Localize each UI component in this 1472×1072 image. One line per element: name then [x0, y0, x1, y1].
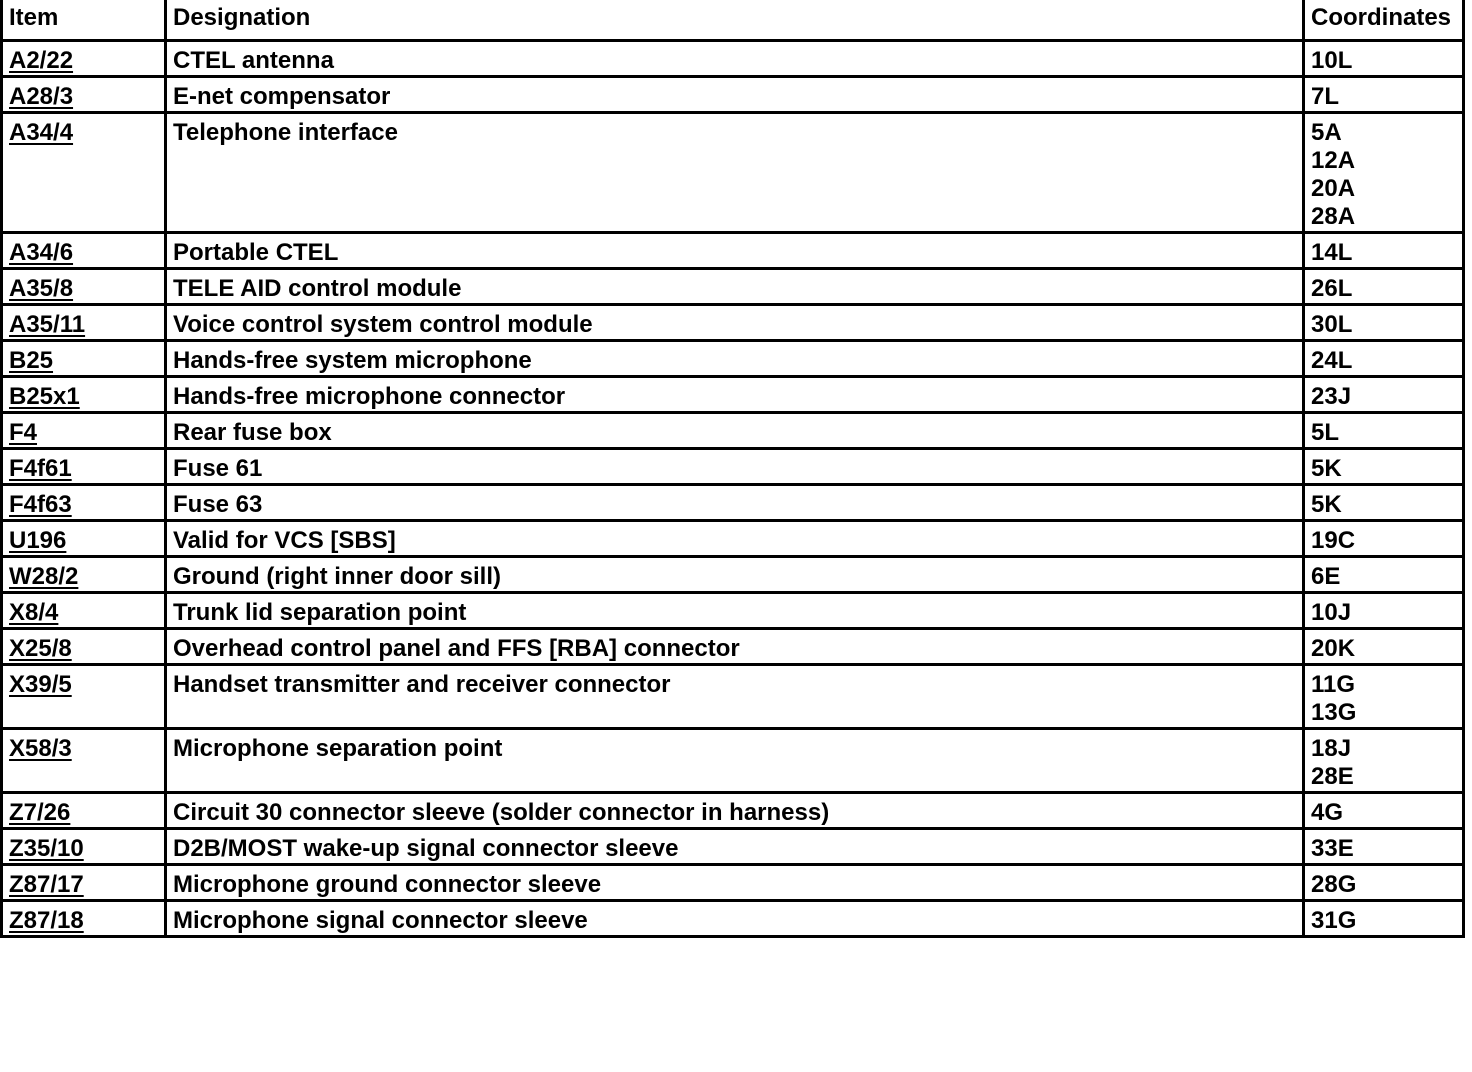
item-link[interactable]: F4f61	[9, 454, 72, 482]
designation-cell: Portable CTEL	[166, 232, 1304, 268]
table-body	[2, 40, 1464, 936]
item-link[interactable]: Z35/10	[9, 834, 84, 862]
item-cell	[2, 664, 166, 728]
item-cell	[2, 304, 166, 340]
coordinates-cell	[1304, 76, 1464, 112]
item-link[interactable]: F4	[9, 418, 38, 446]
coordinate-value: 28A	[1311, 202, 1356, 230]
item-link[interactable]: A2/22	[9, 46, 74, 74]
table-row	[2, 376, 1464, 412]
designation-cell: Telephone interface	[166, 112, 1304, 232]
coordinates-cell	[1304, 112, 1464, 232]
table-row	[2, 828, 1464, 864]
coordinate-value: 4G	[1311, 798, 1344, 826]
item-cell	[2, 112, 166, 232]
item-link[interactable]: U196	[9, 526, 67, 554]
coordinates-cell	[1304, 556, 1464, 592]
item-link[interactable]: A35/11	[9, 310, 86, 338]
coordinate-value: 18J	[1311, 734, 1352, 762]
coordinates-cell	[1304, 792, 1464, 828]
item-cell	[2, 792, 166, 828]
coordinate-value: 5L	[1311, 418, 1340, 446]
coordinate-value: 10J	[1311, 598, 1352, 626]
item-link[interactable]: X39/5	[9, 670, 72, 698]
table-row	[2, 792, 1464, 828]
table-row	[2, 520, 1464, 556]
table-row	[2, 112, 1464, 232]
item-cell	[2, 484, 166, 520]
header-item: Item	[2, 0, 166, 40]
designation-cell: Hands-free system microphone	[166, 340, 1304, 376]
item-cell	[2, 592, 166, 628]
table-row	[2, 76, 1464, 112]
item-cell	[2, 40, 166, 76]
item-cell	[2, 864, 166, 900]
table-row	[2, 268, 1464, 304]
designation-cell: Ground (right inner door sill)	[166, 556, 1304, 592]
table-row	[2, 900, 1464, 936]
coordinates-cell	[1304, 484, 1464, 520]
coordinate-value: 28G	[1311, 870, 1357, 898]
table-row	[2, 40, 1464, 76]
table-row	[2, 592, 1464, 628]
coordinate-value: 26L	[1311, 274, 1353, 302]
item-cell	[2, 76, 166, 112]
coordinate-value: 20K	[1311, 634, 1356, 662]
item-link[interactable]: B25x1	[9, 382, 80, 410]
table-row	[2, 556, 1464, 592]
coordinates-cell	[1304, 448, 1464, 484]
item-link[interactable]: Z87/17	[9, 870, 84, 898]
header-row	[2, 0, 1464, 40]
item-link[interactable]: W28/2	[9, 562, 79, 590]
designation-cell: Overhead control panel and FFS [RBA] connector	[166, 628, 1304, 664]
coordinate-value: 10L	[1311, 46, 1353, 74]
table-row	[2, 484, 1464, 520]
item-cell	[2, 556, 166, 592]
coordinates-cell	[1304, 728, 1464, 792]
item-cell	[2, 376, 166, 412]
table-row	[2, 864, 1464, 900]
designation-cell: D2B/MOST wake-up signal connector sleeve	[166, 828, 1304, 864]
item-cell	[2, 520, 166, 556]
coordinates-cell	[1304, 268, 1464, 304]
item-link[interactable]: A34/6	[9, 238, 74, 266]
item-cell	[2, 828, 166, 864]
designation-cell: Rear fuse box	[166, 412, 1304, 448]
item-cell	[2, 628, 166, 664]
item-link[interactable]: X25/8	[9, 634, 72, 662]
coordinate-value: 12A	[1311, 146, 1356, 174]
item-cell	[2, 900, 166, 936]
coordinate-value: 7L	[1311, 82, 1340, 110]
item-cell	[2, 728, 166, 792]
header-coordinates: Coordinates	[1304, 0, 1464, 40]
coordinates-cell	[1304, 628, 1464, 664]
item-link[interactable]: B25	[9, 346, 54, 374]
coordinate-value: 31G	[1311, 906, 1357, 934]
coordinate-value: 33E	[1311, 834, 1354, 862]
designation-cell: Voice control system control module	[166, 304, 1304, 340]
coordinates-cell	[1304, 664, 1464, 728]
table-row	[2, 728, 1464, 792]
coordinate-value: 19C	[1311, 526, 1356, 554]
table-row	[2, 412, 1464, 448]
coordinates-cell	[1304, 412, 1464, 448]
coordinates-cell	[1304, 520, 1464, 556]
designation-cell: Trunk lid separation point	[166, 592, 1304, 628]
table-row	[2, 232, 1464, 268]
item-link[interactable]: X8/4	[9, 598, 59, 626]
item-cell	[2, 340, 166, 376]
item-link[interactable]: A34/4	[9, 118, 74, 146]
coordinates-cell	[1304, 232, 1464, 268]
table-row	[2, 628, 1464, 664]
coordinates-cell	[1304, 900, 1464, 936]
coordinates-cell	[1304, 340, 1464, 376]
coordinate-value: 5K	[1311, 454, 1342, 482]
header-designation: Designation	[166, 0, 1304, 40]
coordinate-value: 13G	[1311, 698, 1357, 726]
designation-cell: Microphone separation point	[166, 728, 1304, 792]
item-link[interactable]: Z7/26	[9, 798, 71, 826]
coordinate-value: 30L	[1311, 310, 1353, 338]
designation-cell: TELE AID control module	[166, 268, 1304, 304]
coordinates-cell	[1304, 40, 1464, 76]
designation-cell: CTEL antenna	[166, 40, 1304, 76]
designation-cell: Hands-free microphone connector	[166, 376, 1304, 412]
designation-cell: E-net compensator	[166, 76, 1304, 112]
designation-cell: Handset transmitter and receiver connector	[166, 664, 1304, 728]
item-link[interactable]: A35/8	[9, 274, 74, 302]
coordinates-cell	[1304, 376, 1464, 412]
table-row	[2, 448, 1464, 484]
coordinate-value: 11G	[1311, 670, 1356, 698]
designation-cell: Fuse 61	[166, 448, 1304, 484]
item-cell	[2, 268, 166, 304]
designation-cell: Valid for VCS [SBS]	[166, 520, 1304, 556]
designation-cell: Circuit 30 connector sleeve (solder connector in harness)	[166, 792, 1304, 828]
coordinate-value: 5A	[1311, 118, 1342, 146]
designation-cell: Microphone ground connector sleeve	[166, 864, 1304, 900]
coordinates-cell	[1304, 864, 1464, 900]
coordinate-value: 24L	[1311, 346, 1353, 374]
designation-cell: Fuse 63	[166, 484, 1304, 520]
item-cell	[2, 448, 166, 484]
coordinates-cell	[1304, 828, 1464, 864]
item-cell	[2, 412, 166, 448]
table-row	[2, 664, 1464, 728]
item-link[interactable]: F4f63	[9, 490, 72, 518]
coordinate-value: 23J	[1311, 382, 1352, 410]
item-link[interactable]: A28/3	[9, 82, 74, 110]
coordinate-value: 5K	[1311, 490, 1342, 518]
coordinate-value: 6E	[1311, 562, 1341, 590]
coordinate-value: 28E	[1311, 762, 1354, 790]
coordinate-value: 20A	[1311, 174, 1356, 202]
designation-cell: Microphone signal connector sleeve	[166, 900, 1304, 936]
coordinates-cell	[1304, 592, 1464, 628]
item-cell	[2, 232, 166, 268]
coordinates-cell	[1304, 304, 1464, 340]
table-row	[2, 304, 1464, 340]
item-link[interactable]: X58/3	[9, 734, 72, 762]
coordinate-value: 14L	[1311, 238, 1353, 266]
table-row	[2, 340, 1464, 376]
item-link[interactable]: Z87/18	[9, 906, 84, 934]
